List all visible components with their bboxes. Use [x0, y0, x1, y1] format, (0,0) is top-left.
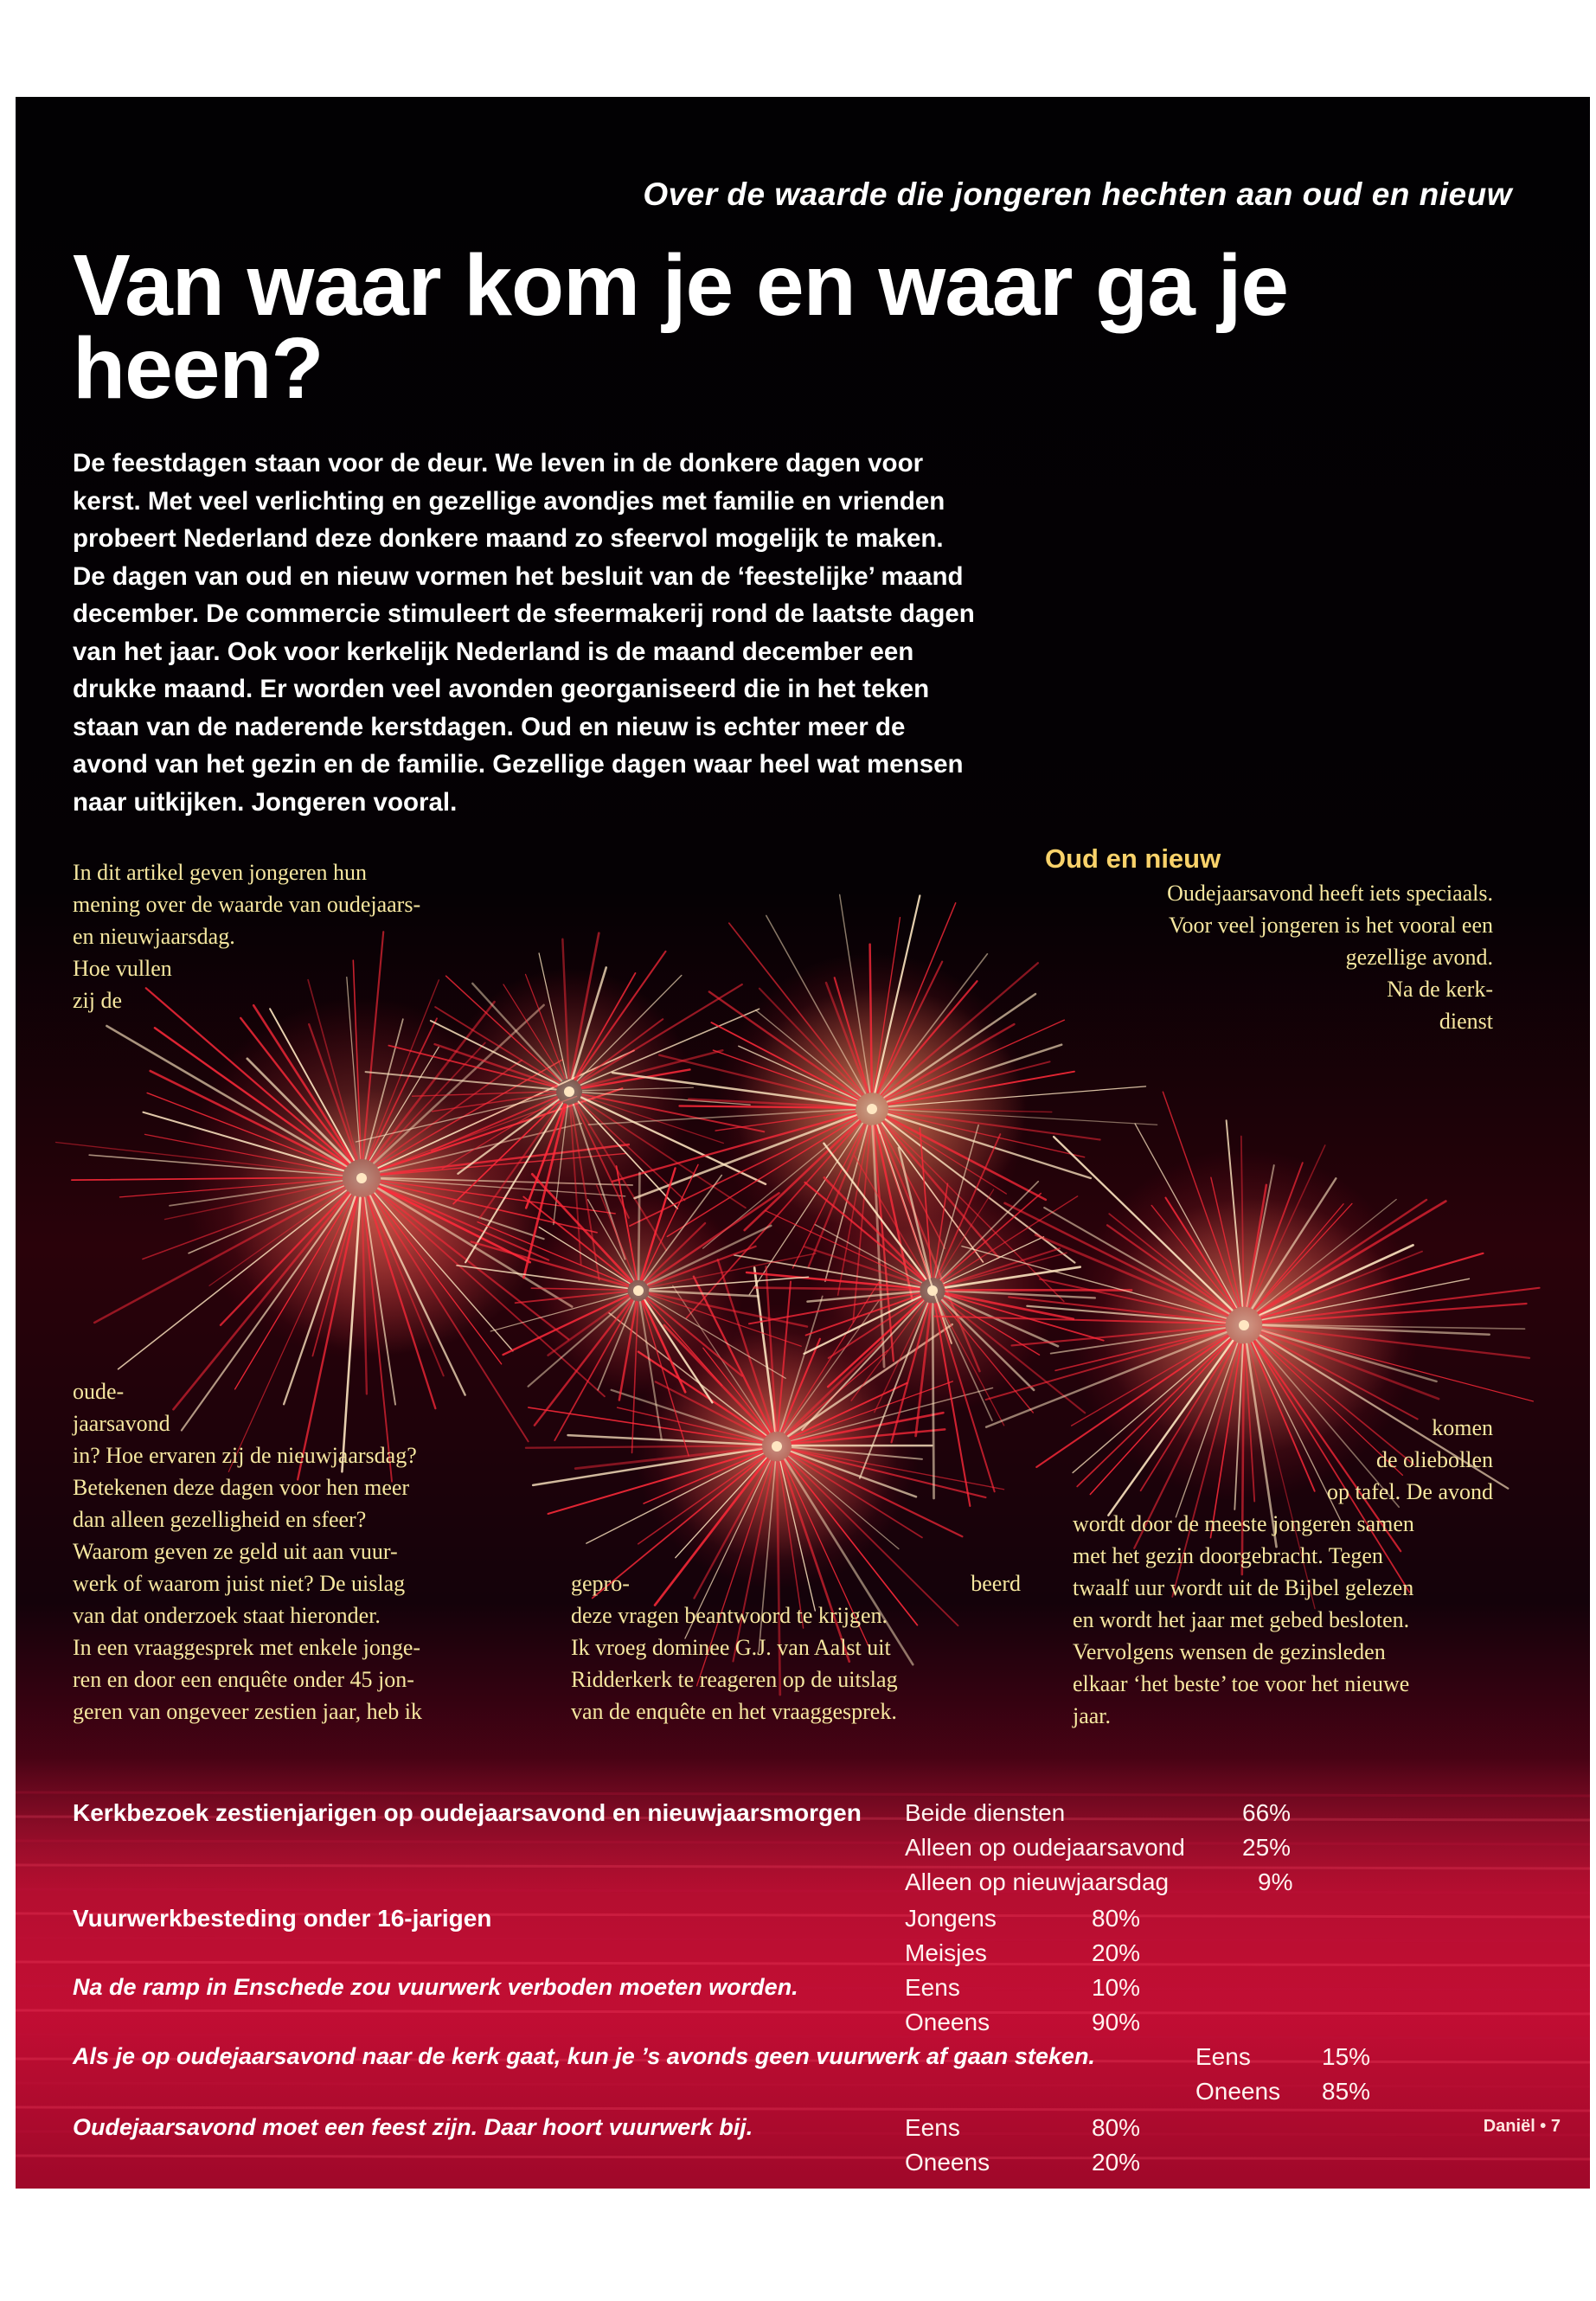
column-line: van de enquête en het vraaggesprek. [571, 1699, 897, 1724]
stat-label: Oneens [905, 2009, 990, 2035]
column-line: dan alleen gezelligheid en sfeer? [73, 1507, 367, 1532]
column-line: In dit artikel geven jongeren hun [73, 860, 368, 885]
column-line: en nieuwjaarsdag. [73, 924, 235, 949]
column-line: deze vragen beantwoord te krijgen. [571, 1603, 888, 1628]
column-line: In een vraaggesprek met enkele jonge- [73, 1635, 421, 1660]
intro-line: december. De commercie stimuleert de sfeermakerij rond de laatste dagen [73, 599, 975, 628]
stat-label: Oneens [905, 2149, 990, 2176]
column-line: Ridderkerk te reageren op de uitslag [571, 1667, 898, 1692]
stat-value: 85% [1322, 2078, 1371, 2105]
stat-value: 66% [1242, 1799, 1292, 1826]
column-line: Na de kerk- [1387, 977, 1493, 1002]
stat-label: Eens [1195, 2043, 1251, 2070]
title-line: heen? [73, 320, 324, 417]
intro-line: De feestdagen staan voor de deur. We leven in de donkere dagen voor [73, 449, 924, 478]
stat-value: 20% [1092, 2149, 1141, 2176]
column-line: Waarom geven ze geld uit aan vuur- [73, 1539, 398, 1564]
stat-label: Alleen op oudejaarsavond [905, 1834, 1185, 1861]
column-line: met het gezin doorgebracht. Tegen [1073, 1543, 1383, 1568]
column-line: Ik vroeg dominee G.J. van Aalst uit [571, 1635, 891, 1660]
stat-label: Beide diensten [905, 1799, 1066, 1826]
page-footer: Daniël • 7 [1483, 2117, 1561, 2136]
intro-line: drukke maand. Er worden veel avonden georganiseerd die in het teken [73, 675, 930, 703]
title-line: Van waar kom je en waar ga je [73, 237, 1289, 334]
column-word: beerd [971, 1571, 1021, 1596]
stat-label: Eens [905, 1974, 960, 2001]
column-line: Vervolgens wensen de gezinsleden [1073, 1639, 1386, 1664]
intro-line: van het jaar. Ook voor kerkelijk Nederland is de maand december een [73, 637, 914, 666]
stat-label: Alleen op nieuwjaarsdag [905, 1868, 1170, 1895]
intro-line: De dagen van oud en nieuw vormen het besluit van de ‘feestelijke’ maand [73, 561, 964, 591]
intro-line: staan van de naderende kerstdagen. Oud en nieuw is echter meer de [73, 712, 906, 741]
column-line: oude- [73, 1379, 125, 1404]
stat-title: Oudejaarsavond moet een feest zijn. Daar hoort vuurwerk bij. [73, 2114, 753, 2140]
intro-line: kerst. Met veel verlichting en gezellige avondjes met familie en vrienden [73, 486, 945, 516]
column-line: geren van ongeveer zestien jaar, heb ik [73, 1699, 422, 1724]
stat-label: Eens [905, 2114, 960, 2141]
column-line: elkaar ‘het beste’ toe voor het nieuwe [1073, 1671, 1410, 1696]
stat-title: Vuurwerkbesteding onder 16-jarigen [73, 1905, 492, 1932]
column-line: in? Hoe ervaren zij de nieuwjaarsdag? [73, 1443, 417, 1468]
stat-value: 80% [1092, 2114, 1141, 2141]
column-line: twaalf uur wordt uit de Bijbel gelezen [1073, 1575, 1414, 1600]
stat-value: 15% [1322, 2043, 1371, 2070]
column-line: jaar. [1073, 1703, 1112, 1728]
column-line: de oliebollen [1375, 1447, 1493, 1472]
stat-value: 9% [1258, 1868, 1293, 1895]
intro-line: probeert Nederland deze donkere maand zo sfeervol mogelijk te maken. [73, 524, 944, 553]
column-line: van dat onderzoek staat hieronder. [73, 1603, 381, 1628]
stat-value: 20% [1092, 1939, 1141, 1966]
stat-value: 10% [1092, 1974, 1141, 2001]
column-word: gepro- [571, 1571, 630, 1596]
column-line: mening over de waarde van oudejaars- [73, 892, 421, 917]
column-line: Voor veel jongeren is het vooral een [1169, 913, 1493, 938]
stat-label: Meisjes [905, 1939, 987, 1966]
column-line: en wordt het jaar met gebed besloten. [1073, 1607, 1410, 1632]
survey-results [16, 97, 1590, 2189]
column-line: zij de [73, 988, 123, 1013]
stat-value: 80% [1092, 1905, 1141, 1932]
column-heading: Oud en nieuw [1045, 843, 1221, 874]
magazine-page [16, 97, 1590, 2189]
intro-line: avond van het gezin en de familie. Gezellige dagen waar heel wat mensen [73, 750, 964, 779]
column-line: komen [1432, 1415, 1493, 1440]
column-line: op tafel. De avond [1326, 1479, 1493, 1504]
column-line: Hoe vullen [73, 956, 172, 981]
column-line: Oudejaarsavond heeft iets speciaals. [1167, 881, 1493, 906]
column-line: werk of waarom juist niet? De uislag [73, 1571, 406, 1596]
kicker-headline: Over de waarde die jongeren hechten aan oud en nieuw [643, 176, 1512, 212]
column-line: wordt door de meeste jongeren samen [1073, 1511, 1414, 1536]
stat-title: Als je op oudejaarsavond naar de kerk gaat, kun je ’s avonds geen vuurwerk af gaan steken. [73, 2043, 1095, 2069]
stat-label: Jongens [905, 1905, 997, 1932]
intro-line: naar uitkijken. Jongeren vooral. [73, 787, 458, 817]
stat-value: 90% [1092, 2009, 1141, 2035]
stat-value: 25% [1242, 1834, 1292, 1861]
stat-title: Kerkbezoek zestienjarigen op oudejaarsavond en nieuwjaarsmorgen [73, 1799, 862, 1826]
column-line: dienst [1439, 1009, 1493, 1034]
column-line: gezellige avond. [1345, 945, 1493, 970]
stat-title: Na de ramp in Enschede zou vuurwerk verboden moeten worden. [73, 1974, 798, 2000]
column-line: Betekenen deze dagen voor hen meer [73, 1475, 410, 1500]
stat-label: Oneens [1195, 2078, 1281, 2105]
column-line: jaarsavond [73, 1411, 170, 1436]
column-line: ren en door een enquête onder 45 jon- [73, 1667, 414, 1692]
